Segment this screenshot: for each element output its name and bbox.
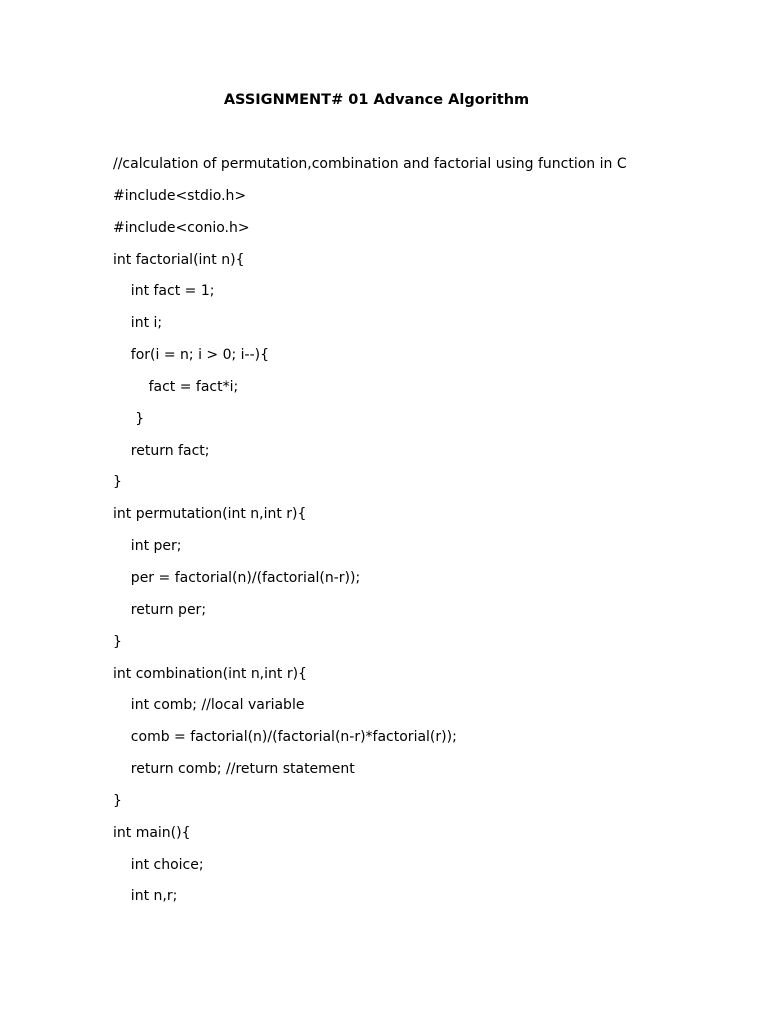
code-line: } bbox=[113, 474, 122, 491]
code-line: int n,r; bbox=[113, 888, 178, 905]
code-line: #include<conio.h> bbox=[113, 219, 250, 236]
code-line: int combination(int n,int r){ bbox=[113, 665, 307, 682]
code-line: return fact; bbox=[113, 442, 210, 459]
code-line: comb = factorial(n)/(factorial(n-r)*factorial(r)); bbox=[113, 729, 457, 746]
code-line: per = factorial(n)/(factorial(n-r)); bbox=[113, 569, 361, 586]
code-line: int fact = 1; bbox=[113, 283, 215, 300]
code-line: int choice; bbox=[113, 856, 204, 873]
code-line: } bbox=[113, 410, 145, 427]
code-line: for(i = n; i > 0; i--){ bbox=[113, 347, 270, 364]
code-line: int main(){ bbox=[113, 824, 191, 841]
code-line: return per; bbox=[113, 601, 207, 618]
code-line: int permutation(int n,int r){ bbox=[113, 506, 307, 523]
code-line: #include<stdio.h> bbox=[113, 187, 247, 204]
code-line: int factorial(int n){ bbox=[113, 251, 245, 268]
code-line: return comb; //return statement bbox=[113, 761, 355, 778]
code-listing bbox=[113, 154, 768, 918]
code-line: } bbox=[113, 633, 122, 650]
code-line: fact = fact*i; bbox=[113, 378, 239, 395]
code-line: int comb; //local variable bbox=[113, 697, 305, 714]
code-line: //calculation of permutation,combination and factorial using function in C bbox=[113, 156, 627, 172]
code-line: int i; bbox=[113, 315, 163, 332]
code-line: } bbox=[113, 792, 122, 809]
code-line: int per; bbox=[113, 538, 182, 555]
document-title: ASSIGNMENT# 01 Advance Algorithm bbox=[223, 92, 530, 108]
